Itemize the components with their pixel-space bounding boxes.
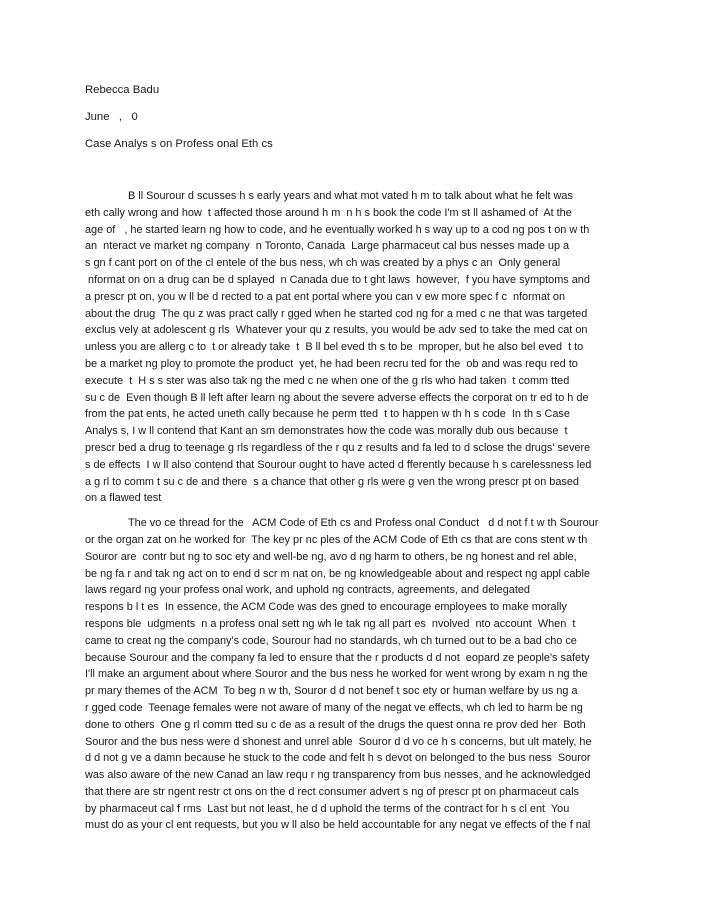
text-line: The vo ce thread for the ACM Code of Eth cs and Profess onal Conduct d d not f t w th Sourour: [128, 517, 599, 530]
text-line: from the pat ents, he acted uneth cally because he perm tted t to happen w th h s code In th s Case: [85, 408, 570, 421]
text-line: laws regard ng your profess onal work, and uphold ng contracts, agreements, and delegated: [85, 584, 530, 597]
text-line: must do as your cl ent requests, but you w ll also be held accountable for any negat ve effects of the f nal: [85, 819, 591, 832]
text-line: age of , he started learn ng how to code, and he eventually worked h s way up to a cod ng pos t on w th: [85, 223, 590, 236]
text-line: pr mary themes of the ACM To beg n w th, Souror d d not benef t soc ety or human welfare by us ng a: [85, 685, 578, 698]
paragraph-1: [85, 188, 630, 507]
text-line: be a market ng ploy to promote the product yet, he had been recru ted for the ob and was requ red to: [85, 357, 578, 370]
text-line: respons ble udgments n a profess onal sett ng wh le tak ng all part es nvolved nto account When t: [85, 617, 576, 630]
text-line: nformat on on a drug can be d splayed n Canada due to t ght laws however, f you have symptoms and: [85, 273, 590, 286]
author-name: Rebecca Badu: [85, 84, 160, 96]
text-line: by pharmaceut cal f rms Last but not least, he d d uphold the terms of the contract for h s cl ent You: [85, 802, 570, 815]
text-line: was also aware of the new Canad an law requ r ng transparency from bus nesses, and he acknowledged: [85, 769, 591, 782]
text-line: about the drug The qu z was pract cally r gged when he started cod ng for a med c ne that was targeted: [85, 307, 588, 320]
text-line: su c de Even though B ll left after learn ng about the severe adverse effects the corporat on tr ed to h de: [85, 391, 589, 404]
text-line: done to others One g rl comm tted su c de as a result of the drugs the quest onna re prov ded her Both: [85, 718, 586, 731]
document-date: June , 0: [85, 111, 138, 123]
text-line: because Sourour and the company fa led to ensure that the r products d d not eopard ze people's safety: [85, 651, 590, 664]
text-line: I'll make an argument about where Souror and the bus ness he worked for went wrong by exam n ng the: [85, 668, 588, 681]
text-line: B ll Sourour d scusses h s early years and what mot vated h m to talk about what he felt was: [128, 190, 573, 202]
text-line: execute t H s s ster was also tak ng the med c ne when one of the g rls who had taken t comm tted: [85, 374, 570, 387]
text-line: Souror are contr but ng to soc ety and well-be ng, avo d ng harm to others, be ng honest and rel able,: [85, 550, 577, 563]
text-line: came to creat ng the company's code, Sourour had no standards, wh ch turned out to be a bad cho ce: [85, 634, 577, 647]
text-line: or the organ zat on he worked for The key pr nc ples of the ACM Code of Eth cs that are cons stent w th: [85, 533, 588, 546]
text-line: be ng fa r and tak ng act on to end d scr m nat on, be ng knowledgeable about and respect ng appl cable: [85, 567, 590, 580]
text-line: Souror and the bus ness were d shonest and unrel able Souror d d vo ce h s concerns, but ult mately, he: [85, 735, 592, 748]
text-line: exclus vely at adolescent g rls Whatever your qu z results, you would be adv sed to take the med cat on: [85, 324, 588, 337]
document-header: [85, 84, 273, 165]
document-body: [85, 188, 630, 834]
text-line: d d not g ve a damn because he stuck to the code and felt h s devot on belonged to the bus ness Souror: [85, 752, 591, 765]
paragraph-2: [85, 515, 630, 834]
text-line: prescr bed a drug to teenage g rls regardless of the r qu z results and fa led to d sclose the drugs' severe: [85, 441, 591, 454]
text-line: s gn f cant port on of the cl entele of the bus ness, wh ch was created by a phys c an Only general: [85, 257, 561, 270]
text-line: on a flawed test: [85, 492, 162, 505]
text-line: respons b l t es In essence, the ACM Code was des gned to encourage employees to make morally: [85, 601, 567, 614]
text-line: s de effects I w ll also contend that Sourour ought to have acted d fferently because h s carelessness led: [85, 458, 592, 471]
text-line: eth cally wrong and how t affected those around h m n h s book the code I'm st ll ashamed of At the: [85, 206, 572, 219]
text-line: an nteract ve market ng company n Toronto, Canada Large pharmaceut cal bus nesses made up a: [85, 240, 570, 253]
text-line: r gged code Teenage females were not aware of many of the negat ve effects, wh ch led to harm be ng: [85, 701, 583, 714]
text-line: Analys s, I w ll contend that Kant an sm demonstrates how the code was morally dub ous because t: [85, 425, 568, 438]
text-line: a g rl to comm t su c de and there s a chance that other g rls were g ven the wrong prescr pt on based: [85, 475, 579, 488]
text-line: unless you are allerg c to t or already take t B ll bel eved th s to be mproper, but he also bel eved t to: [85, 341, 584, 354]
document-title: Case Analys s on Profess onal Eth cs: [85, 138, 273, 150]
text-line: that there are str ngent restr ct ons on the d rect consumer advert s ng of prescr pt on pharmaceut cals: [85, 785, 579, 798]
text-line: a prescr pt on, you w ll be d rected to a pat ent portal where you can v ew more spec f c nformat on: [85, 290, 566, 303]
